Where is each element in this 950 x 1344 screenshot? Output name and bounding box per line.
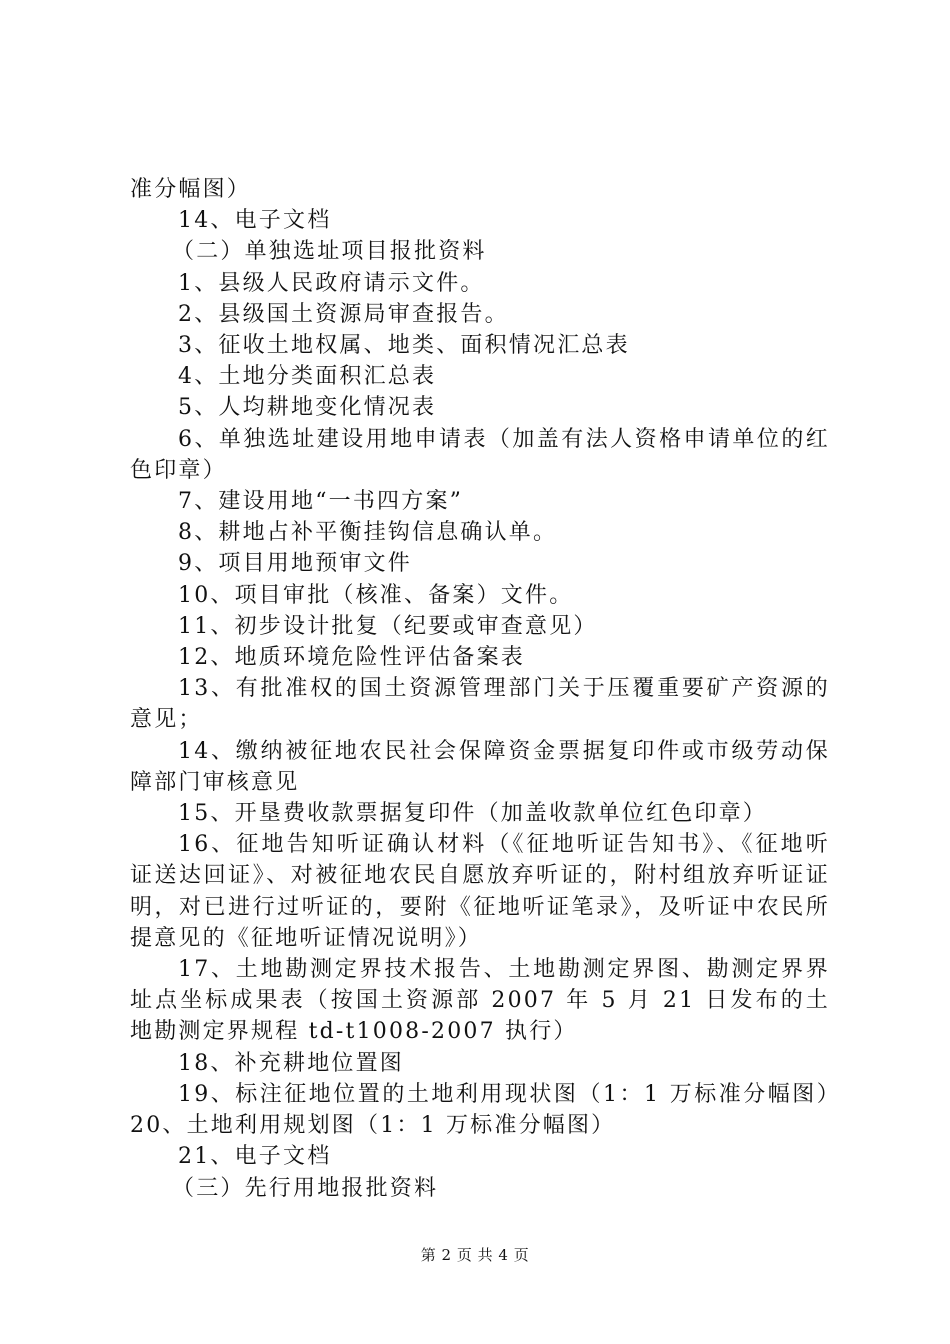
list-item: 7、建设用地“一书四方案” <box>178 489 464 515</box>
list-item: 15、开垦费收款票据复印件（加盖收款单位红色印章） <box>178 801 767 827</box>
list-item: 18、补充耕地位置图 <box>178 1050 404 1076</box>
paragraph-continuation: 准分幅图） <box>130 177 252 202</box>
list-item: 9、项目用地预审文件 <box>178 551 412 577</box>
section-heading: （二）单独选址项目报批资料 <box>172 239 487 265</box>
page-footer: 第 2 页 共 4 页 <box>420 1246 530 1264</box>
list-item: 2、县级国土资源局审查报告。 <box>178 301 509 327</box>
list-item: 14、缴纳被征地农民社会保障资金票据复印件或市级劳动保障部门审核意见 <box>130 738 830 795</box>
list-item: 4、土地分类面积汇总表 <box>178 364 437 390</box>
list-item: 17、土地勘测定界技术报告、土地勘测定界图、勘测定界界址点坐标成果表（按国土资源部 2007 年 5 月 21 日发布的土地勘测定界规程 td-t1008-2007 执行） <box>130 957 830 1045</box>
section-heading: （三）先行用地报批资料 <box>172 1175 439 1201</box>
list-item: 11、初步设计批复（纪要或审查意见） <box>178 613 598 639</box>
list-item: 8、耕地占补平衡挂钩信息确认单。 <box>178 520 558 546</box>
list-item: 19、标注征地位置的土地利用现状图（1：1 万标准分幅图）20、土地利用规划图（1：1 万标准分幅图） <box>130 1081 830 1139</box>
list-item: 13、有批准权的国土资源管理部门关于压覆重要矿产资源的意见； <box>130 676 830 733</box>
list-item: 3、征收土地权属、地类、面积情况汇总表 <box>178 333 630 359</box>
list-item: 21、电子文档 <box>178 1144 332 1170</box>
list-item: 5、人均耕地变化情况表 <box>178 395 437 421</box>
list-item: 14、电子文档 <box>178 208 332 234</box>
list-item: 10、项目审批（核准、备案）文件。 <box>178 582 574 608</box>
list-item: 1、县级人民政府请示文件。 <box>178 270 485 296</box>
list-item: 12、地质环境危险性评估备案表 <box>178 645 525 671</box>
document-body <box>130 174 830 1204</box>
list-item: 16、征地告知听证确认材料（《征地听证告知书》、《征地听证送达回证》、对被征地农民自愿放弃听证的，附村组放弃听证证明，对已进行过听证的，要附《征地听证笔录》，及听证中农民所提意见的《征地听证情况说明》） <box>130 832 830 951</box>
list-item: 6、单独选址建设用地申请表（加盖有法人资格申请单位的红色印章） <box>130 426 830 483</box>
